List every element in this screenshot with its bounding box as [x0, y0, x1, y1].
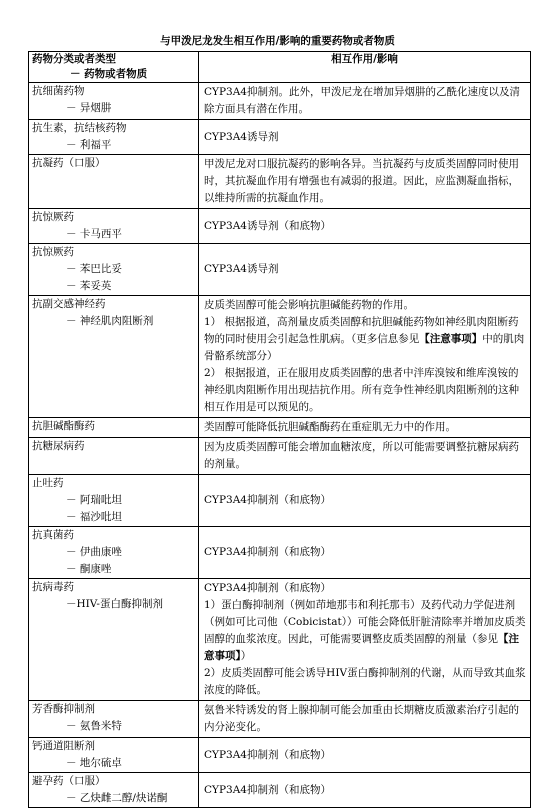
drug-category-cell — [29, 475, 199, 527]
table-row — [29, 209, 531, 244]
interaction-text: CYP3A4诱导剂 — [204, 130, 279, 143]
table-row — [29, 296, 531, 418]
drug-category-cell — [29, 296, 199, 418]
drug-name: － 阿瑞吡坦 — [66, 494, 122, 506]
interaction-text: CYP3A4抑制剂（和底物） — [204, 582, 331, 594]
drug-category-cell — [29, 579, 199, 701]
table-row — [29, 418, 531, 438]
interaction-cell — [199, 155, 531, 209]
drug-category-cell — [29, 738, 199, 773]
table-header-row — [29, 52, 531, 83]
interaction-table — [28, 51, 531, 808]
precautions-reference: 【注意事项】 — [419, 333, 483, 345]
drug-name: － 伊曲康唑 — [66, 546, 122, 558]
drug-category: 止吐药 — [32, 477, 64, 489]
table-row — [29, 120, 531, 155]
drug-category: 抗惊厥药 — [32, 211, 74, 223]
interaction-text: 皮质类固醇可能会影响抗胆碱能药物的作用。 — [204, 299, 414, 311]
drug-category-cell — [29, 209, 199, 244]
drug-category: 芳香酶抑制剂 — [32, 703, 95, 715]
drug-category-cell — [29, 83, 199, 120]
header-interaction: 相互作用/影响 — [199, 52, 531, 83]
table-row — [29, 83, 531, 120]
page-title: 与甲泼尼龙发生相互作用/影响的重要药物或者物质 — [160, 35, 395, 47]
interaction-cell — [199, 738, 531, 773]
drug-category-cell — [29, 244, 199, 296]
interaction-text: CYP3A4抑制剂（和底物） — [204, 748, 331, 761]
drug-category: 抗凝药（口服） — [32, 157, 106, 169]
drug-name: － 神经肌肉阻断剂 — [66, 315, 154, 327]
drug-category: 抗惊厥药 — [32, 246, 74, 258]
interaction-text: CYP3A4抑制剂（和底物） — [204, 546, 331, 558]
interaction-cell — [199, 209, 531, 244]
drug-name: － 福沙吡坦 — [66, 511, 122, 523]
precautions-reference: 【注意事项】 — [204, 633, 519, 662]
table-row — [29, 738, 531, 773]
drug-name: － 酮康唑 — [66, 563, 112, 575]
table-row — [29, 438, 531, 475]
interaction-cell — [199, 296, 531, 418]
drug-category-cell — [29, 418, 199, 438]
table-row — [29, 773, 531, 808]
drug-category: 避孕药（口服） — [32, 775, 106, 787]
interaction-cell — [199, 120, 531, 155]
interaction-text: 甲泼尼龙对口服抗凝药的影响各异。当抗凝药与皮质类固醇同时使用时，其抗凝血作用有增强也有减弱的报道。因此，应监测凝血指标，以维持所需的抗凝血作用。 — [204, 158, 519, 204]
drug-category: 抗真菌药 — [32, 529, 74, 541]
table-row — [29, 155, 531, 209]
header-category — [29, 52, 199, 83]
interaction-cell — [199, 418, 531, 438]
interaction-cell — [199, 438, 531, 475]
table-row — [29, 579, 531, 701]
drug-name: － 卡马西平 — [66, 228, 122, 240]
interaction-text: 因为皮质类固醇可能会增加血糖浓度，所以可能需要调整抗糖尿病药的剂量。 — [204, 441, 519, 470]
interaction-text: CYP3A4诱导剂 — [204, 263, 279, 275]
drug-category: 抗细菌药物 — [32, 85, 85, 97]
drug-name: － 氨鲁米特 — [66, 720, 122, 732]
interaction-cell — [199, 475, 531, 527]
drug-category-cell — [29, 120, 199, 155]
drug-category: 抗生素，抗结核药物 — [32, 122, 127, 134]
interaction-text: CYP3A4抑制剂（和底物） — [204, 783, 331, 796]
interaction-cell — [199, 83, 531, 120]
interaction-cell — [199, 579, 531, 701]
interaction-text: CYP3A4诱导剂（和底物） — [204, 219, 331, 232]
table-row — [29, 244, 531, 296]
drug-name: － 苯巴比妥 — [66, 263, 122, 275]
table-row — [29, 527, 531, 579]
table-body — [29, 83, 531, 808]
interaction-cell — [199, 244, 531, 296]
drug-category: 抗糖尿病药 — [32, 440, 85, 452]
interaction-text: 2）皮质类固醇可能会诱导HIV蛋白酶抑制剂的代谢，从而导致其血浆浓度的降低。 — [204, 667, 526, 696]
interaction-text: 氨鲁米特诱发的肾上腺抑制可能会加重由长期糖皮质激素治疗引起的内分泌变化。 — [204, 704, 519, 733]
interaction-text: 1） 根据报道，高剂量皮质类固醇和抗胆碱能药物如神经肌肉阻断药物的同时使用会引起急性肌病。（更多信息参见【注意事项】中的肌肉骨骼系统部分） — [204, 316, 525, 362]
drug-name: －HIV-蛋白酶抑制剂 — [66, 598, 163, 610]
interaction-text: CYP3A4抑制剂（和底物） — [204, 494, 331, 506]
interaction-cell — [199, 701, 531, 738]
drug-category: 抗胆碱酯酶药 — [32, 420, 95, 432]
drug-name: － 异烟肼 — [66, 102, 112, 114]
drug-name: － 利福平 — [66, 139, 112, 151]
interaction-cell — [199, 527, 531, 579]
drug-category-cell — [29, 527, 199, 579]
drug-category-cell — [29, 155, 199, 209]
interaction-text: 1）蛋白酶抑制剂（例如茚地那韦和利托那韦）及药代动力学促进剂（例如可比司他（Cobicistat））可能会降低肝脏清除率并增加皮质类固醇的血浆浓度。因此，可能需要调整皮质类固醇的剂量（参见【注意事项】） — [204, 599, 526, 662]
drug-category: 钙通道阻断剂 — [32, 740, 95, 752]
header-category-title: 药物分类或者类型 — [32, 53, 116, 65]
interaction-text: 2） 根据报道，正在服用皮质类固醇的患者中泮库溴铵和维库溴铵的神经肌肉阻断作用出现拮抗作用。所有竞争性神经肌肉阻断剂的这种相互作用是可以预见的。 — [204, 367, 519, 413]
drug-category-cell — [29, 438, 199, 475]
table-row — [29, 701, 531, 738]
drug-name: － 地尔硫卓 — [66, 757, 122, 769]
drug-category-cell — [29, 773, 199, 808]
drug-name: － 苯妥英 — [66, 280, 112, 292]
table-row — [29, 475, 531, 527]
drug-category: 抗病毒药 — [32, 581, 74, 593]
interaction-text: 类固醇可能降低抗胆碱酯酶药在重症肌无力中的作用。 — [204, 421, 456, 433]
interaction-cell — [199, 773, 531, 808]
drug-category: 抗副交感神经药 — [32, 298, 106, 310]
drug-category-cell — [29, 701, 199, 738]
header-drug-subtitle: － 药物或者物质 — [70, 68, 148, 80]
interaction-text: CYP3A4抑制剂。此外，甲泼尼龙在增加异烟肼的乙酰化速度以及清除方面具有潜在作用。 — [204, 86, 520, 115]
drug-name: － 乙炔雌二醇/炔诺酮 — [66, 792, 168, 804]
